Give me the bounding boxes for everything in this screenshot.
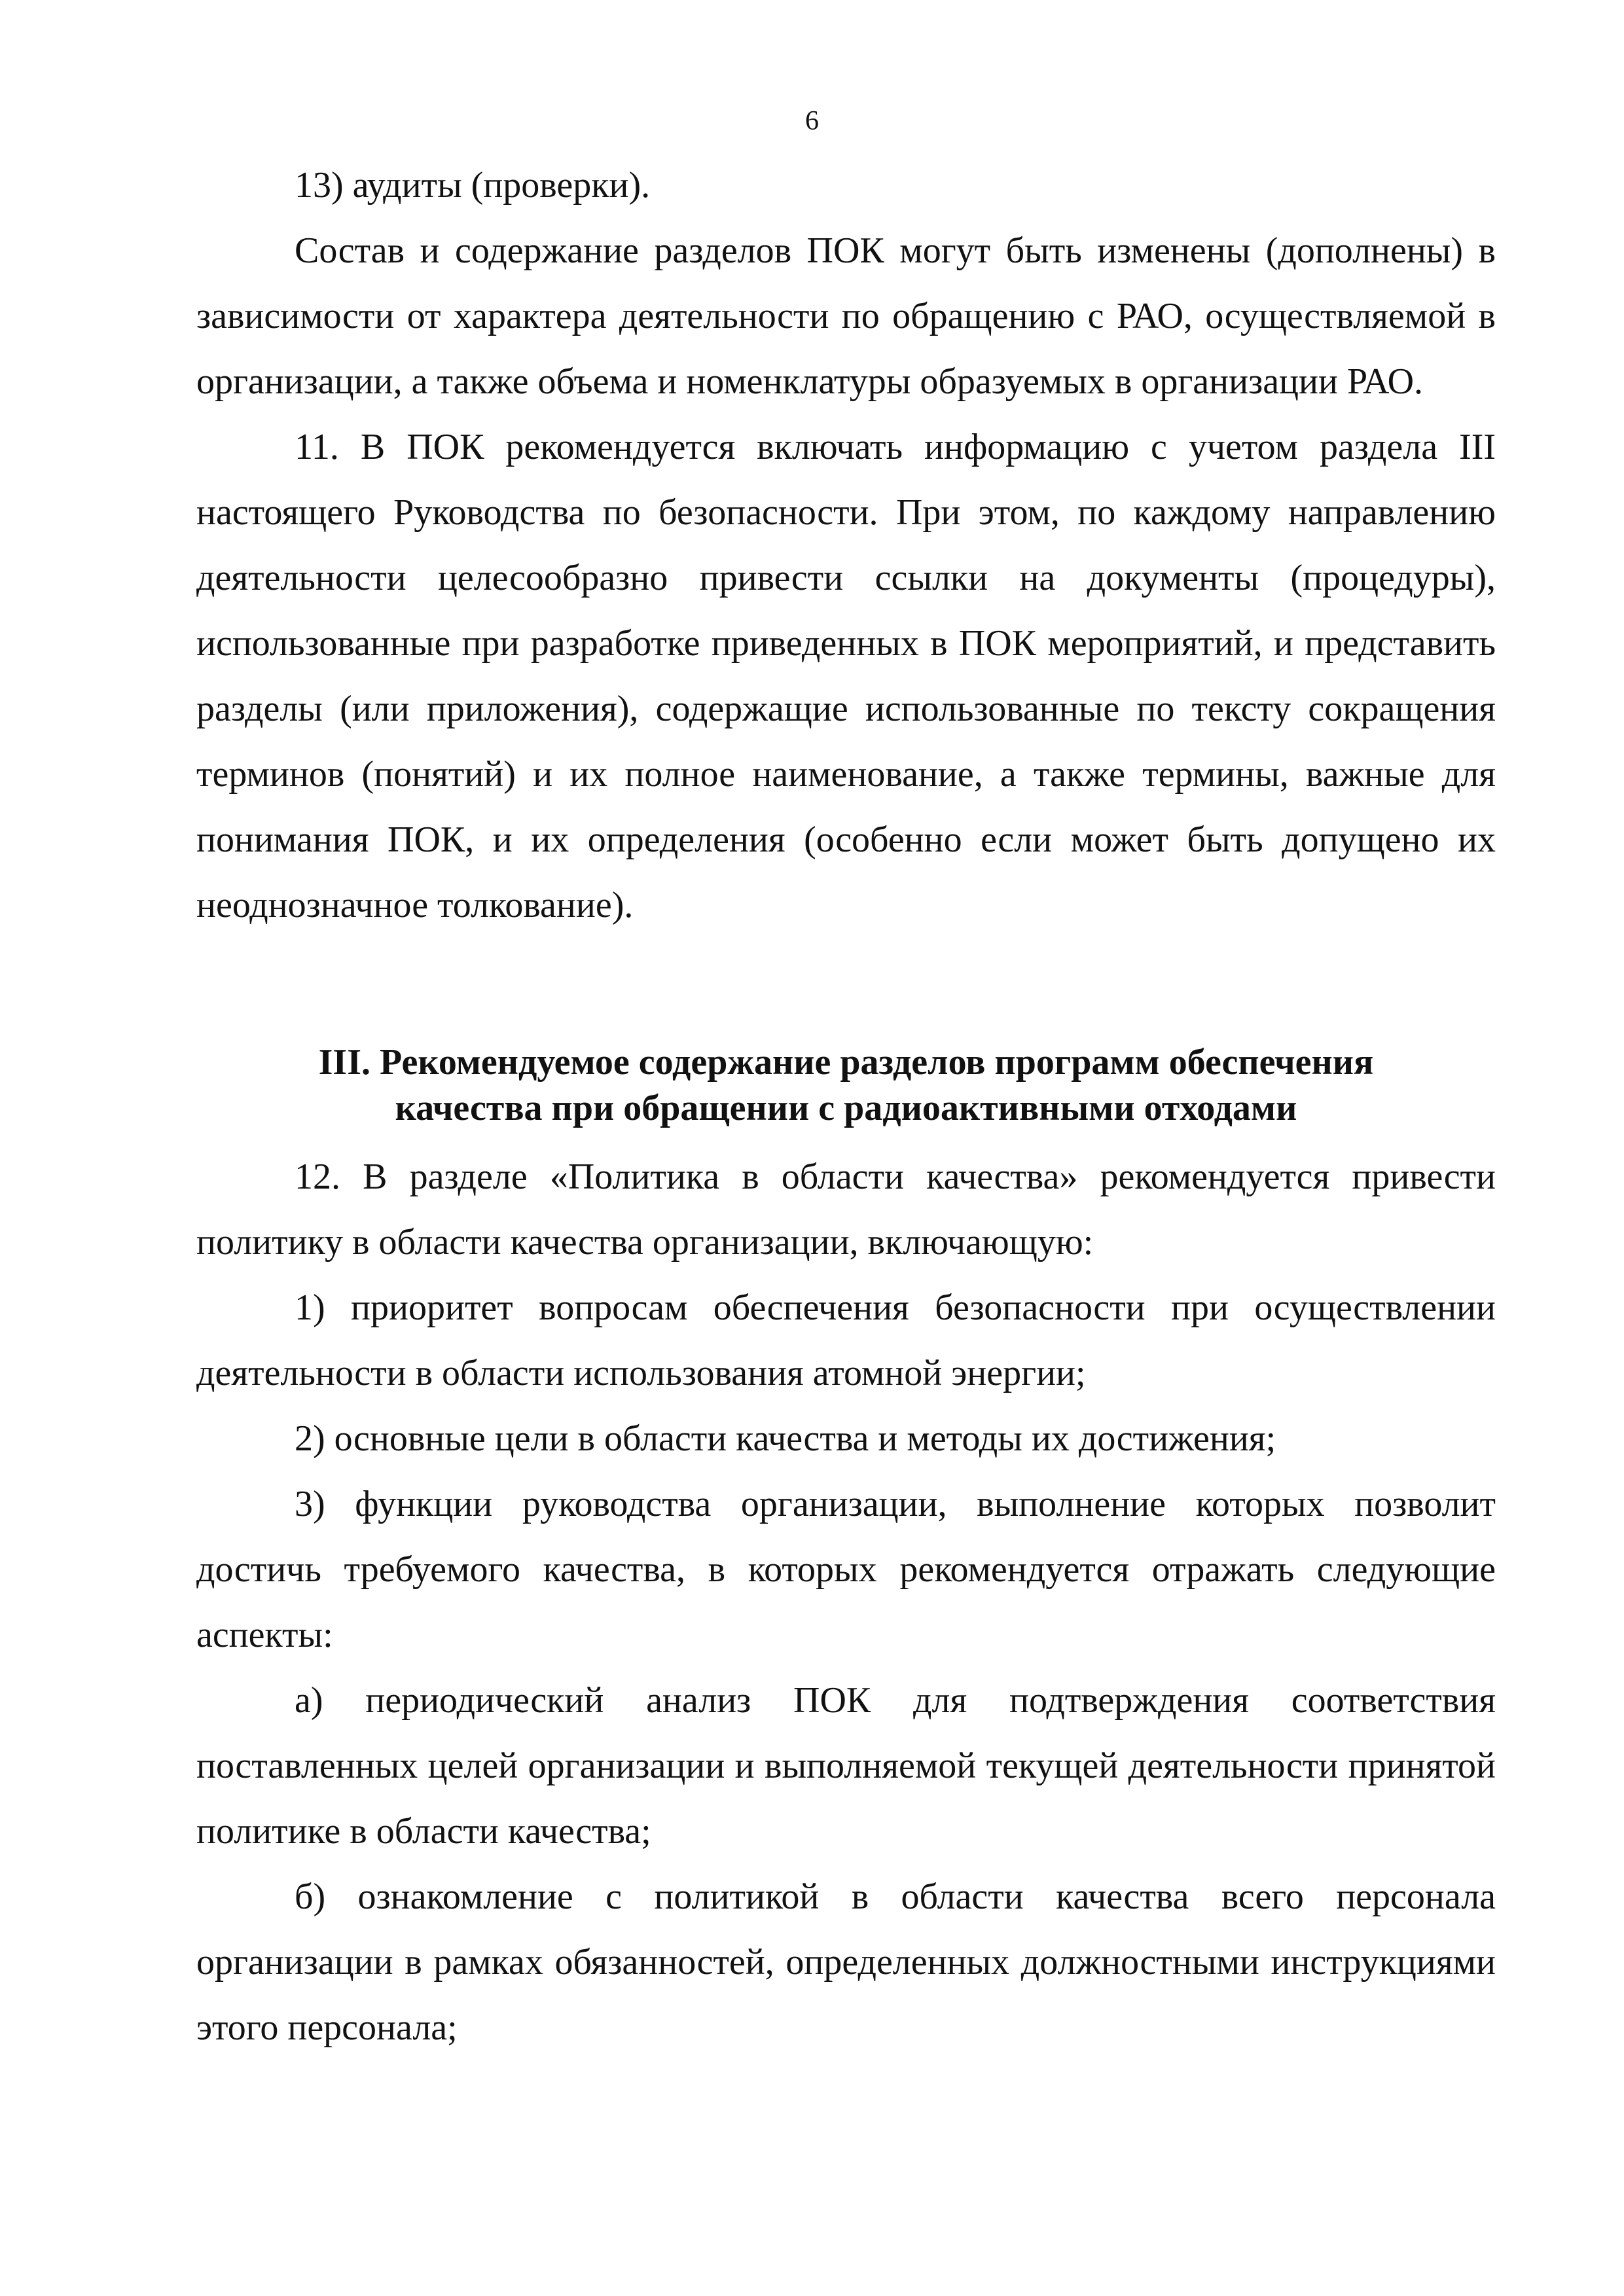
paragraph-list-item-13: 13) аудиты (проверки). bbox=[295, 165, 651, 206]
paragraph-item-3: 3) функции руководства организации, выполнение которых позволит достичь требуемого качества, в которых рекомендуется отражать следующие аспекты: bbox=[196, 1484, 1496, 1655]
section-heading-line-1: III. Рекомендуемое содержание разделов программ обеспечения bbox=[318, 1042, 1374, 1083]
page-number: 6 bbox=[805, 106, 819, 136]
paragraph-item-2: 2) основные цели в области качества и методы их достижения; bbox=[295, 1418, 1276, 1459]
paragraph-12: 12. В разделе «Политика в области качества» рекомендуется привести политику в области качества организации, включающую: bbox=[196, 1157, 1496, 1263]
paragraph-item-b: б) ознакомление с политикой в области качества всего персонала организации в рамках обязанностей, определенных должностными инструкциями этого персонала; bbox=[196, 1876, 1496, 2048]
paragraph-item-a: а) периодический анализ ПОК для подтверждения соответствия поставленных целей организации и выполняемой текущей деятельности принятой политике в области качества; bbox=[196, 1680, 1496, 1852]
paragraph-composition: Состав и содержание разделов ПОК могут быть изменены (дополнены) в зависимости от характера деятельности по обращению с РАО, осуществляемой в организации, а также объема и номенклатуры образуемых в организации РАО. bbox=[196, 230, 1496, 402]
section-heading-line-2: качества при обращении с радиоактивными отходами bbox=[395, 1088, 1297, 1128]
paragraph-11: 11. В ПОК рекомендуется включать информацию с учетом раздела III настоящего Руководства по безопасности. При этом, по каждому направлению деятельности целесообразно привести ссылки на документы (процедуры), использованные при разработке приведенных в ПОК мероприятий, и представить разделы (или приложения), содержащие использованные по тексту сокращения терминов (понятий) и их полное наименование, а также термины, важные для понимания ПОК, и их определения (особенно если может быть допущено их неоднозначное толкование). bbox=[196, 427, 1496, 925]
section-heading bbox=[196, 1039, 1496, 1131]
paragraph-item-1: 1) приоритет вопросам обеспечения безопасности при осуществлении деятельности в области использования атомной энергии; bbox=[196, 1287, 1496, 1393]
document-body bbox=[196, 152, 1496, 2060]
